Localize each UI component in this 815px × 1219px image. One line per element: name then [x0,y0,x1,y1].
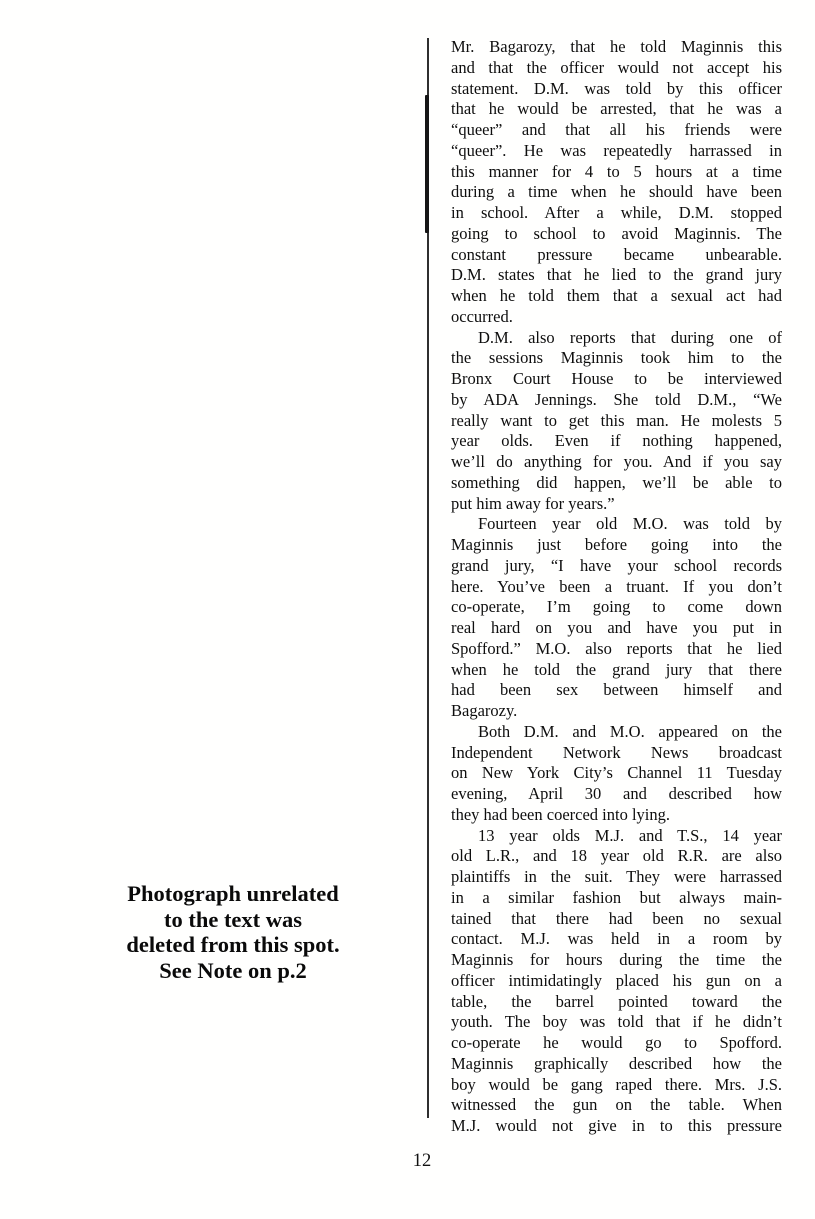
text-line: witnessed the gun on the table. When [451,1095,782,1115]
text-line: during a time when he should have been [451,182,782,202]
text-line: Fourteen year old M.O. was told by [478,514,782,534]
text-line: occurred. [451,306,513,326]
text-line: Maginnis for hours during the time the [451,950,782,969]
text-line: when he told the grand jury that there [451,659,782,679]
text-line: we’ll do anything for you. And if you say [451,452,782,471]
paragraph [451,722,782,826]
text-line: co-operate he would go to Spofford. [451,1033,782,1052]
article-body-column [451,37,782,1137]
text-line: Both D.M. and M.O. appeared on the [478,721,782,741]
text-line: Maginnis just before going into the [451,535,782,554]
text-line: year olds. Even if nothing happened, [451,431,782,451]
text-line: when he told them that a sexual act had [451,286,782,305]
text-line: Independent Network News broadcast [451,742,782,762]
text-line: and that the officer would not accept his [451,57,782,77]
text-line: put him away for years.” [451,493,615,513]
text-line: evening, April 30 and described how [451,784,782,803]
text-line: grand jury, “I have your school records [451,555,782,575]
page-number: 12 [412,1151,432,1171]
text-line: that he would be arrested, that he was a [451,99,782,119]
text-line: in school. After a while, D.M. stopped [451,203,782,222]
text-line: Spofford.” M.O. also reports that he lied [451,638,782,658]
note-line: deleted from this spot. [126,932,340,957]
text-line: D.M. also reports that during one of [478,327,782,347]
paragraph [451,514,782,722]
text-line: constant pressure became unbearable. [451,244,782,264]
text-line: contact. M.J. was held in a room by [451,929,782,949]
text-line: Mr. Bagarozy, that he told Maginnis this [451,37,782,56]
text-line: 13 year olds M.J. and T.S., 14 year [478,825,782,845]
text-line: this manner for 4 to 5 hours at a time [451,161,782,181]
photo-deleted-note [63,881,403,983]
text-line: Bronx Court House to be interviewed [451,369,782,388]
text-line: Bagarozy. [451,701,518,720]
text-line: boy would be gang raped there. Mrs. J.S. [451,1074,782,1094]
text-line: really want to get this man. He molests 5 [451,410,782,430]
paragraph [451,37,782,328]
paragraph [451,826,782,1137]
note-line: See Note on p.2 [159,957,307,983]
text-line: old L.R., and 18 year old R.R. are also [451,846,782,866]
text-line: “queer”. He was repeatedly harrassed in [451,140,782,160]
paragraph [451,328,782,515]
text-line: had been sex between himself and [451,680,782,700]
note-line: Photograph unrelated [127,881,339,906]
text-line: by ADA Jennings. She told D.M., “We [451,389,782,409]
text-line: something did happen, we’ll be able to [451,472,782,492]
text-line: youth. The boy was told that if he didn’t [451,1012,782,1032]
note-line: to the text was [163,906,303,932]
text-line: going to school to avoid Maginnis. The [451,223,782,243]
text-line: the sessions Maginnis took him to the [451,348,782,368]
text-line: plaintiffs in the suit. They were harrassed [451,867,782,886]
text-line: table, the barrel pointed toward the [451,991,782,1011]
text-line: “queer” and that all his friends were [451,120,782,139]
text-line: M.J. would not give in to this pressure [451,1116,782,1135]
text-line: real hard on you and have you put in [451,618,782,637]
text-line: D.M. states that he lied to the grand jury [451,265,782,285]
column-divider-thick-segment [425,95,429,233]
text-line: statement. D.M. was told by this officer [451,78,782,98]
text-line: they had been coerced into lying. [451,804,671,824]
text-line: co-operate, I’m going to come down [451,597,782,617]
text-line: on New York City’s Channel 11 Tuesday [451,763,782,783]
text-line: tained that there had been no sexual [451,908,782,928]
text-line: here. You’ve been a truant. If you don’t [451,576,782,596]
text-line: in a similar fashion but always main- [451,887,782,907]
text-line: officer intimidatingly placed his gun on a [451,970,782,990]
text-line: Maginnis graphically described how the [451,1053,782,1073]
